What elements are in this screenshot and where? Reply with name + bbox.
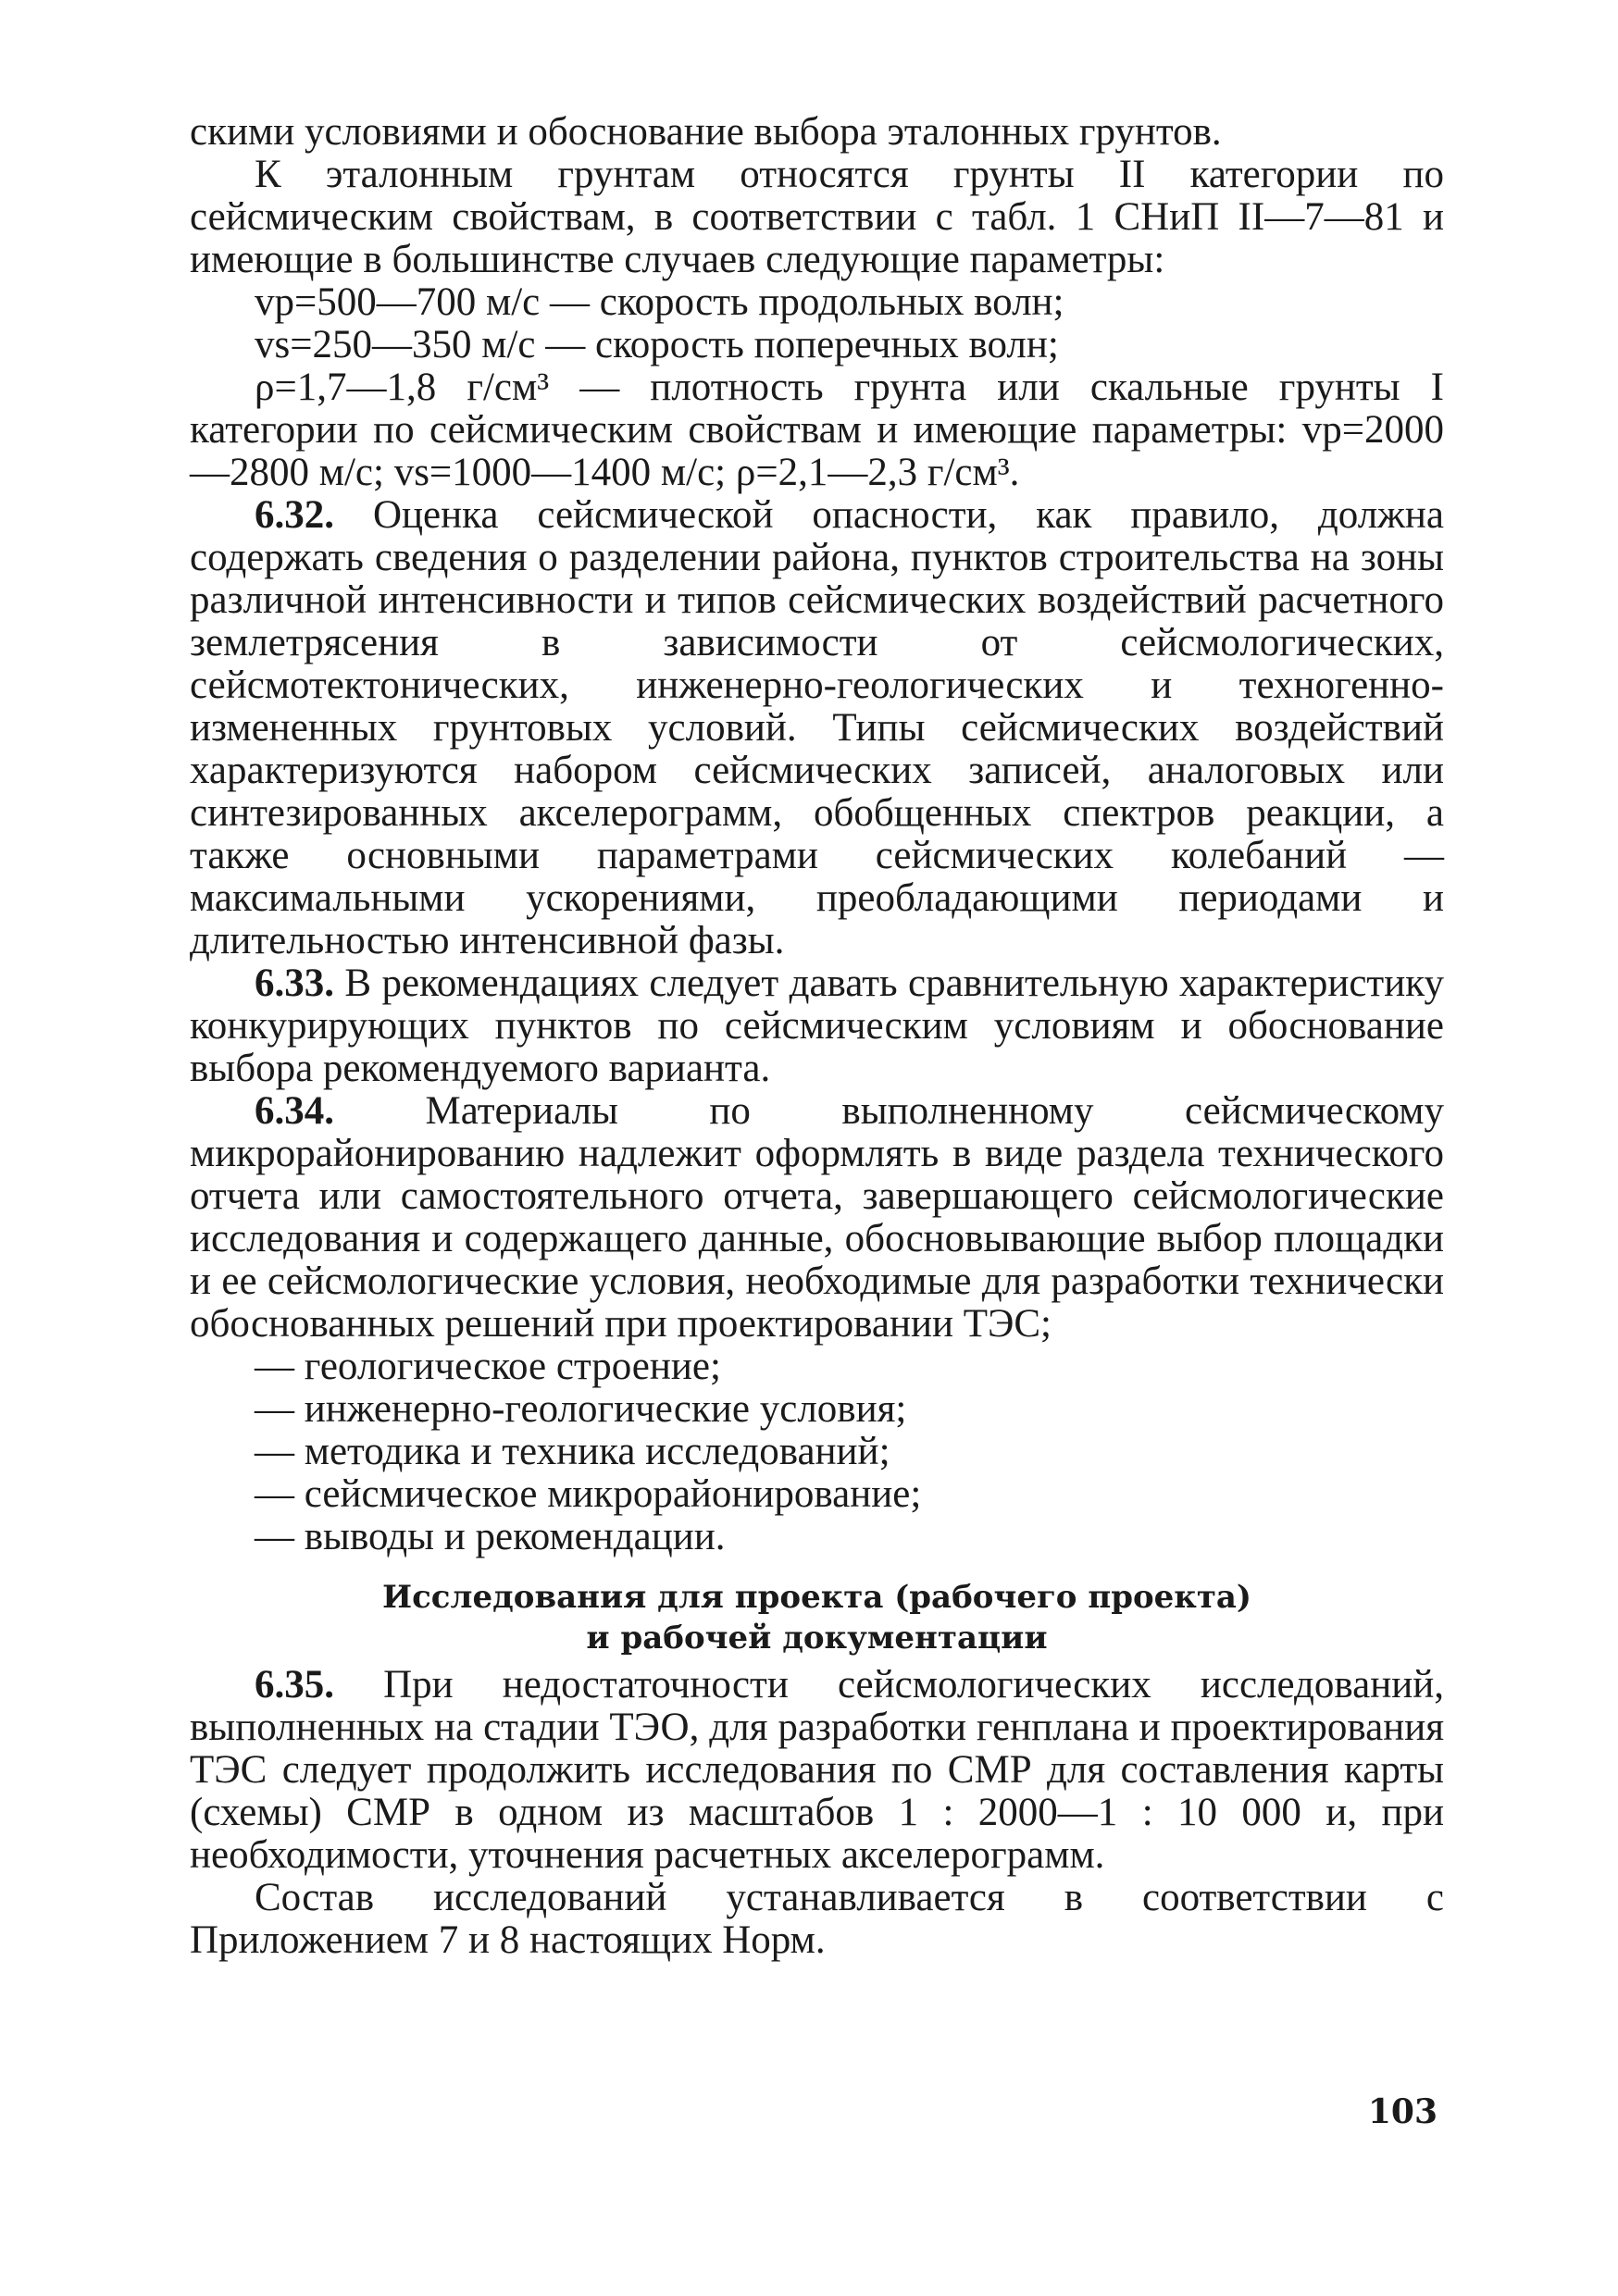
page-body [190, 111, 1444, 1962]
list-item: — методика и техника исследований; [255, 1430, 890, 1473]
section-text: При недостаточности сейсмологических исследований, выполненных на стадии ТЭО, для разработки генплана и проектирования ТЭС следует продолжить исследования по СМР для составления карты (схемы) СМР в одном из масштабов 1 : 2000—1 : 10 000 и, при необходимости, уточнения расчетных акселерограмм. [190, 1663, 1444, 1877]
list-item: — инженерно-геологические условия; [255, 1387, 907, 1431]
section-6-35 [190, 1664, 1444, 1877]
section-number: 6.34. [255, 1089, 334, 1133]
continuation-paragraph: скими условиями и обоснование выбора эталонных грунтов. [190, 110, 1222, 154]
report-contents-list [190, 1346, 1444, 1558]
section-text: Оценка сейсмической опасности, как правило, должна содержать сведения о разделении района, пунктов строительства на зоны различной интенсивности и типов сейсмических воздействий расчетного землетрясения в зависимости от сейсмологических, сейсмотектонических, инженерно-геологических и техногенно-измененных грунтовых условий. Типы сейсмических воздействий характеризуются набором сейсмических записей, аналоговых или синтезированных акселерограмм, обобщенных спектров реакции, а также основными параметрами сейсмических колебаний — максимальными ускорениями, преобладающими периодами и длительностью интенсивной фазы. [190, 493, 1444, 962]
reference-grounds-paragraph: К эталонным грунтам относятся грунты II категории по сейсмическим свойствам, в соответствии с табл. 1 СНиП II—7—81 и имеющие в большинстве случаев следующие параметры: [190, 153, 1444, 281]
section-heading [190, 1577, 1444, 1658]
section-text: Материалы по выполненному сейсмическому микрорайонированию надлежит оформлять в виде раздела технического отчета или самостоятельного отчета, завершающего сейсмологические исследования и содержащего данные, обосновывающие выбор площадки и ее сейсмологические условия, необходимые для разработки технически обоснованных решений при проектировании ТЭС; [190, 1089, 1444, 1346]
page-number: 103 [1367, 2092, 1438, 2131]
list-item: — сейсмическое микрорайонирование; [255, 1472, 922, 1516]
section-6-34 [190, 1090, 1444, 1346]
section-number: 6.35. [255, 1663, 334, 1706]
param-rho: ρ=1,7—1,8 г/см³ — плотность грунта или скальные грунты I категории по сейсмическим свойствам и имеющие параметры: vp=2000—2800 м/с; vs=1000—1400 м/с; ρ=2,1—2,3 г/см³. [190, 366, 1444, 494]
heading-line: Исследования для проекта (рабочего проекта) [381, 1579, 1252, 1616]
heading-line: и рабочей документации [586, 1620, 1048, 1657]
list-item: — геологическое строение; [255, 1345, 721, 1388]
param-vs: vs=250—350 м/с — скорость поперечных волн; [255, 323, 1059, 366]
param-vp: vp=500—700 м/с — скорость продольных волн; [255, 280, 1064, 324]
list-item: — выводы и рекомендации. [255, 1515, 726, 1558]
final-paragraph: Состав исследований устанавливается в соответствии с Приложением 7 и 8 настоящих Норм. [190, 1876, 1444, 1962]
section-number: 6.32. [255, 493, 334, 537]
section-6-33 [190, 962, 1444, 1090]
section-number: 6.33. [255, 962, 334, 1005]
section-6-32 [190, 494, 1444, 962]
section-text: В рекомендациях следует давать сравнительную характеристику конкурирующих пунктов по сейсмическим условиям и обоснование выбора рекомендуемого варианта. [190, 962, 1445, 1090]
